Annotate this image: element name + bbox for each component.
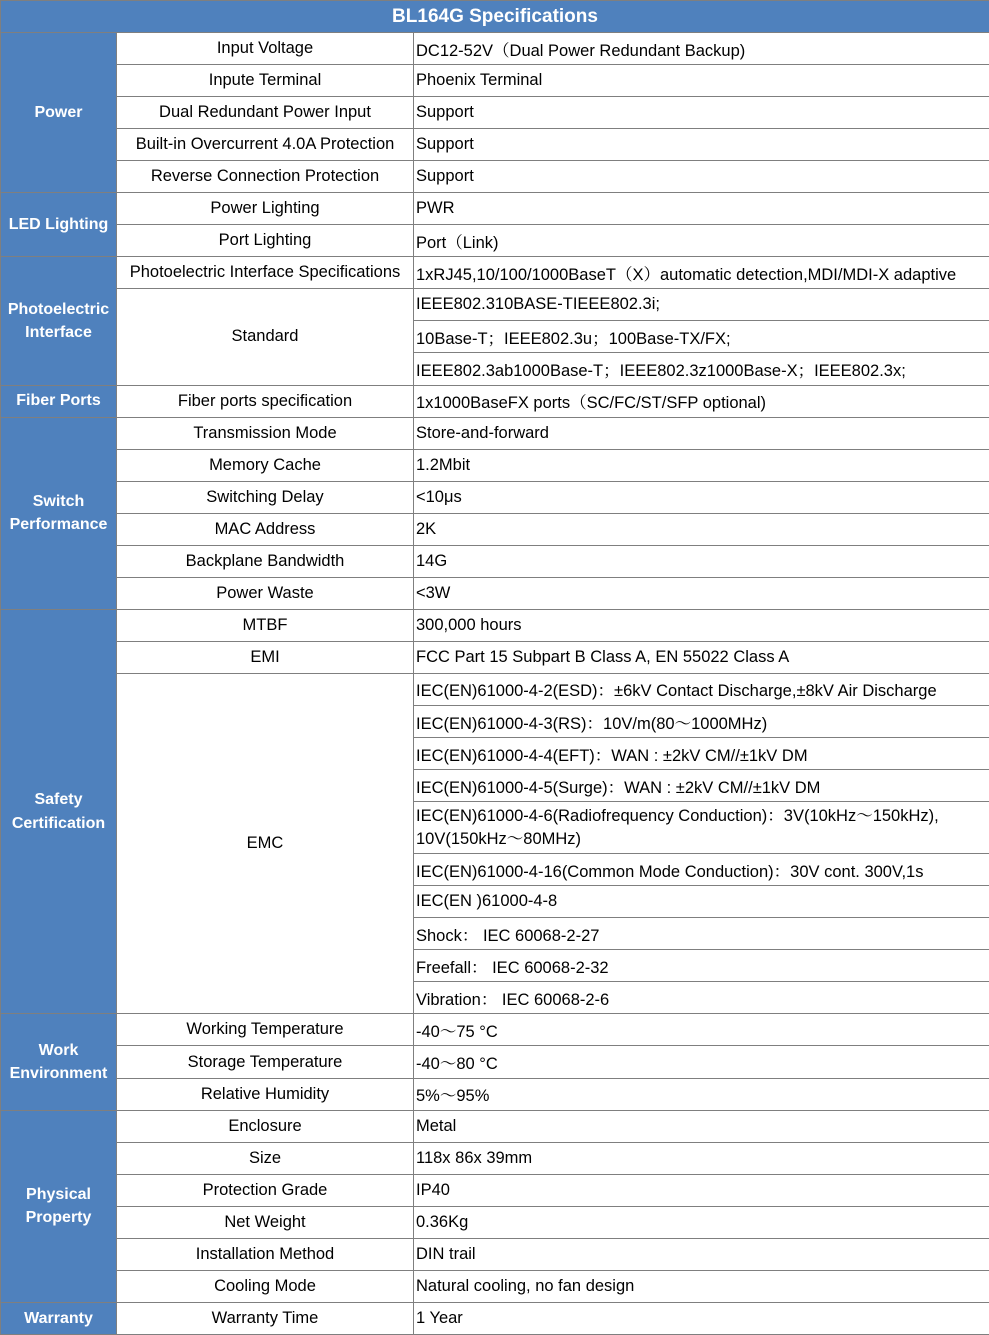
parameter-name: EMC bbox=[117, 673, 414, 1014]
parameter-value: Port（Link) bbox=[414, 225, 989, 257]
category-label: Warranty bbox=[1, 1302, 117, 1334]
parameter-name: Power Waste bbox=[117, 577, 414, 609]
parameter-name: Built-in Overcurrent 4.0A Protection bbox=[117, 129, 414, 161]
spec-row bbox=[1, 193, 989, 225]
parameter-name: Warranty Time bbox=[117, 1302, 414, 1334]
spec-row bbox=[1, 577, 989, 609]
category-label: Physical Property bbox=[1, 1110, 117, 1302]
parameter-value: <10μs bbox=[414, 481, 989, 513]
parameter-value: IEC(EN)61000-4-6(Radiofrequency Conduction)：3V(10kHz～150kHz), 10V(150kHz～80MHz) bbox=[414, 802, 989, 854]
parameter-value: 1.2Mbit bbox=[414, 449, 989, 481]
parameter-value: Support bbox=[414, 129, 989, 161]
parameter-value: IEC(EN)61000-4-5(Surge)：WAN : ±2kV CM//±1kV DM bbox=[414, 770, 989, 802]
parameter-value: <3W bbox=[414, 577, 989, 609]
parameter-name: Standard bbox=[117, 289, 414, 385]
parameter-value: Shock： IEC 60068-2-27 bbox=[414, 918, 989, 950]
parameter-name: EMI bbox=[117, 641, 414, 673]
parameter-value: IEC(EN)61000-4-3(RS)：10V/m(80～1000MHz) bbox=[414, 705, 989, 737]
category-label: Fiber Ports bbox=[1, 385, 117, 417]
parameter-name: Installation Method bbox=[117, 1238, 414, 1270]
parameter-name: Net Weight bbox=[117, 1206, 414, 1238]
parameter-name: MTBF bbox=[117, 609, 414, 641]
spec-row bbox=[1, 385, 989, 417]
spec-row bbox=[1, 129, 989, 161]
parameter-name: Cooling Mode bbox=[117, 1270, 414, 1302]
spec-row bbox=[1, 65, 989, 97]
parameter-value: Natural cooling, no fan design bbox=[414, 1270, 989, 1302]
parameter-name: Power Lighting bbox=[117, 193, 414, 225]
parameter-name: Fiber ports specification bbox=[117, 385, 414, 417]
spec-row bbox=[1, 257, 989, 289]
spec-row bbox=[1, 1142, 989, 1174]
parameter-name: Storage Temperature bbox=[117, 1046, 414, 1078]
spec-row bbox=[1, 449, 989, 481]
parameter-value: 118x 86x 39mm bbox=[414, 1142, 989, 1174]
spec-row bbox=[1, 1238, 989, 1270]
parameter-name: Port Lighting bbox=[117, 225, 414, 257]
category-label: Switch Performance bbox=[1, 417, 117, 609]
parameter-value: DC12-52V（Dual Power Redundant Backup) bbox=[414, 33, 989, 65]
parameter-name: Reverse Connection Protection bbox=[117, 161, 414, 193]
spec-row bbox=[1, 1110, 989, 1142]
parameter-name: Transmission Mode bbox=[117, 417, 414, 449]
parameter-value: PWR bbox=[414, 193, 989, 225]
category-label: Work Environment bbox=[1, 1014, 117, 1110]
parameter-value: IEEE802.3ab1000Base-T；IEEE802.3z1000Base-X；IEEE802.3x; bbox=[414, 353, 989, 385]
spec-row bbox=[1, 641, 989, 673]
spec-row bbox=[1, 1078, 989, 1110]
parameter-value: Metal bbox=[414, 1110, 989, 1142]
spec-row bbox=[1, 481, 989, 513]
parameter-value: Freefall： IEC 60068-2-32 bbox=[414, 950, 989, 982]
parameter-name: Working Temperature bbox=[117, 1014, 414, 1046]
spec-row bbox=[1, 1206, 989, 1238]
spec-body bbox=[1, 33, 989, 1335]
parameter-value: Store-and-forward bbox=[414, 417, 989, 449]
parameter-name: Photoelectric Interface Specifications bbox=[117, 257, 414, 289]
category-label: LED Lighting bbox=[1, 193, 117, 257]
parameter-value: IP40 bbox=[414, 1174, 989, 1206]
spec-row bbox=[1, 225, 989, 257]
parameter-name: MAC Address bbox=[117, 513, 414, 545]
parameter-name: Dual Redundant Power Input bbox=[117, 97, 414, 129]
parameter-value: FCC Part 15 Subpart B Class A, EN 55022 Class A bbox=[414, 641, 989, 673]
title-row bbox=[1, 1, 989, 33]
spec-row bbox=[1, 545, 989, 577]
parameter-value: -40～75 °C bbox=[414, 1014, 989, 1046]
spec-row bbox=[1, 1302, 989, 1334]
parameter-name: Switching Delay bbox=[117, 481, 414, 513]
parameter-value: -40～80 °C bbox=[414, 1046, 989, 1078]
spec-row bbox=[1, 33, 989, 65]
parameter-value: DIN trail bbox=[414, 1238, 989, 1270]
spec-row bbox=[1, 1270, 989, 1302]
parameter-value: 1 Year bbox=[414, 1302, 989, 1334]
parameter-value: 2K bbox=[414, 513, 989, 545]
parameter-name: Inpute Terminal bbox=[117, 65, 414, 97]
parameter-value: 1xRJ45,10/100/1000BaseT（X）automatic detection,MDI/MDI-X adaptive bbox=[414, 257, 989, 289]
spec-row bbox=[1, 161, 989, 193]
parameter-value: Phoenix Terminal bbox=[414, 65, 989, 97]
spec-row bbox=[1, 289, 989, 321]
parameter-name: Size bbox=[117, 1142, 414, 1174]
parameter-value: IEC(EN)61000-4-16(Common Mode Conduction)：30V cont. 300V,1s bbox=[414, 854, 989, 886]
parameter-name: Memory Cache bbox=[117, 449, 414, 481]
spec-row bbox=[1, 97, 989, 129]
parameter-value: Vibration： IEC 60068-2-6 bbox=[414, 982, 989, 1014]
parameter-name: Protection Grade bbox=[117, 1174, 414, 1206]
spec-row bbox=[1, 1174, 989, 1206]
parameter-name: Enclosure bbox=[117, 1110, 414, 1142]
parameter-name: Relative Humidity bbox=[117, 1078, 414, 1110]
spec-row bbox=[1, 609, 989, 641]
parameter-value: IEC(EN)61000-4-4(EFT)：WAN : ±2kV CM//±1kV DM bbox=[414, 738, 989, 770]
parameter-value: 14G bbox=[414, 545, 989, 577]
category-label: Photoelectric Interface bbox=[1, 257, 117, 385]
parameter-value: 10Base-T；IEEE802.3u；100Base-TX/FX; bbox=[414, 321, 989, 353]
parameter-name: Backplane Bandwidth bbox=[117, 545, 414, 577]
spec-row bbox=[1, 1014, 989, 1046]
table-title: BL164G Specifications bbox=[1, 1, 989, 33]
spec-row bbox=[1, 417, 989, 449]
parameter-value: 0.36Kg bbox=[414, 1206, 989, 1238]
spec-row bbox=[1, 673, 989, 705]
spec-row bbox=[1, 513, 989, 545]
spec-row bbox=[1, 1046, 989, 1078]
category-label: Power bbox=[1, 33, 117, 193]
parameter-value: IEEE802.310BASE-TIEEE802.3i; bbox=[414, 289, 989, 321]
parameter-value: Support bbox=[414, 161, 989, 193]
category-label: Safety Certification bbox=[1, 609, 117, 1014]
parameter-value: 1x1000BaseFX ports（SC/FC/ST/SFP optional) bbox=[414, 385, 989, 417]
parameter-value: 300,000 hours bbox=[414, 609, 989, 641]
parameter-value: IEC(EN)61000-4-2(ESD)：±6kV Contact Discharge,±8kV Air Discharge bbox=[414, 673, 989, 705]
parameter-value: Support bbox=[414, 97, 989, 129]
parameter-name: Input Voltage bbox=[117, 33, 414, 65]
parameter-value: IEC(EN )61000-4-8 bbox=[414, 886, 989, 918]
parameter-value: 5%～95% bbox=[414, 1078, 989, 1110]
